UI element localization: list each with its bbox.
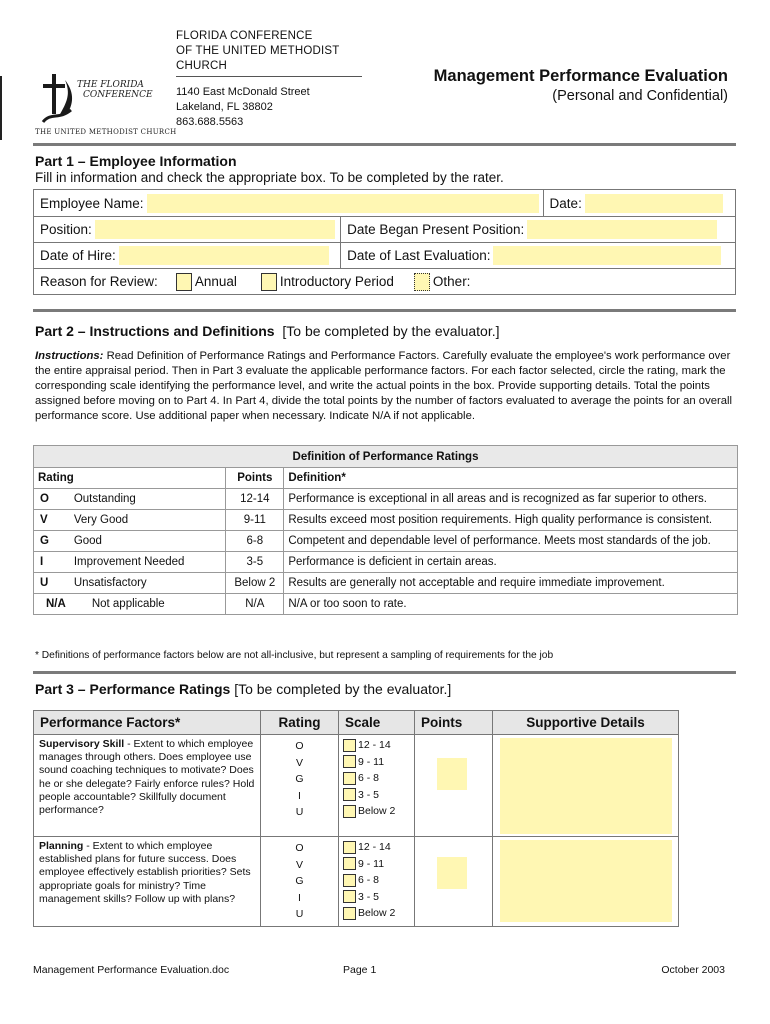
conference-logo [33, 70, 177, 142]
rating-name: Outstanding [70, 489, 226, 510]
org-address [176, 85, 362, 130]
scale-label: Below 2 [358, 805, 396, 818]
rating-points: Below 2 [226, 573, 284, 594]
part1-subheading: Fill in information and check the appropriate box. To be completed by the rater. [35, 170, 504, 185]
points-input[interactable] [437, 758, 467, 790]
supportive-details-input[interactable] [500, 738, 672, 834]
reason-label: Reason for Review: [40, 274, 158, 289]
factor-name: Planning [39, 840, 84, 852]
rating-points: 3-5 [226, 552, 284, 573]
factor-description [34, 837, 261, 927]
details-cell [493, 735, 679, 837]
rating-option[interactable]: U [295, 908, 304, 920]
rating-option[interactable]: G [295, 773, 304, 785]
info-row [34, 190, 735, 216]
scale-item [343, 737, 410, 754]
rating-code: G [34, 531, 70, 552]
scale-label: 12 - 14 [358, 739, 391, 752]
points-input[interactable] [437, 857, 467, 889]
rating-letters [261, 735, 339, 837]
rating-name: Very Good [70, 510, 226, 531]
position-field[interactable] [95, 220, 335, 239]
position-label: Position: [40, 222, 92, 237]
rating-code: V [34, 510, 70, 531]
scale-checkbox[interactable] [343, 907, 356, 920]
scale-checkbox[interactable] [343, 739, 356, 752]
organization-block [176, 29, 362, 130]
org-name-line: OF THE UNITED METHODIST [176, 45, 340, 57]
col-rating-header: Rating [34, 468, 226, 489]
rating-option[interactable]: V [295, 858, 303, 871]
date-field[interactable] [585, 194, 723, 213]
annual-label: Annual [194, 274, 237, 289]
section-divider [33, 309, 736, 312]
col-points-header: Points [415, 711, 493, 735]
date-cell [543, 190, 735, 216]
footer-page-number: Page 1 [343, 964, 377, 976]
scale-item [343, 872, 410, 889]
table-header-row [34, 468, 738, 489]
phone-number: 863.688.5563 [176, 116, 244, 128]
rating-option[interactable]: O [295, 842, 304, 854]
part1-heading-text: Part 1 – Employee Information [35, 153, 237, 169]
table-caption: Definition of Performance Ratings [34, 446, 738, 468]
cross-flame-icon [37, 72, 77, 130]
rating-code: U [34, 573, 70, 594]
scale-item [343, 889, 410, 906]
date-began-field[interactable] [527, 220, 717, 239]
rating-row [34, 573, 738, 594]
rating-definition: Competent and dependable level of performance. Meets most standards of the job. [284, 531, 738, 552]
col-definition-header: Definition* [284, 468, 738, 489]
scale-checkbox[interactable] [343, 890, 356, 903]
rating-row [34, 489, 738, 510]
instructions-text: Read Definition of Performance Ratings and Performance Factors. Carefully evaluate the employee's work performance over the entire appraisal period. Then in Part 3 evaluate the applicable performance factors. For each factor selected, circle the rating, mark the corresponding scale identifying the performance level, and write the actual points in the box. Provide supporting details. Total the points assigned before moving on to Part 4. In Part 4, divide the total points by the number of factors evaluated to average the points for an overall performance score. Use additional paper when necessary. Indicate N/A if not applicable. [35, 350, 733, 422]
logo-divider [0, 76, 2, 140]
rating-definition: Results are generally not acceptable and require immediate improvement. [284, 573, 738, 594]
title-sub: (Personal and Confidential) [552, 88, 728, 104]
rating-row [34, 552, 738, 573]
rating-definition: Performance is exceptional in all areas and is recognized as far superior to others. [284, 489, 738, 510]
part3-heading-bold: Part 3 – Performance Ratings [35, 681, 231, 697]
factor-row [34, 735, 679, 837]
part1-heading [35, 153, 237, 169]
address-line: 1140 East McDonald Street [176, 86, 310, 98]
scale-checkbox[interactable] [343, 755, 356, 768]
instructions-label: Instructions: [35, 350, 104, 362]
table-header-row [34, 711, 679, 735]
employee-info-table [33, 189, 736, 295]
rating-points: 12-14 [226, 489, 284, 510]
footer-date: October 2003 [661, 964, 725, 976]
introductory-label: Introductory Period [279, 274, 394, 289]
col-scale-header: Scale [339, 711, 415, 735]
scale-item [343, 770, 410, 787]
logo-text [77, 80, 153, 100]
col-details-header: Supportive Details [493, 711, 679, 735]
ratings-definition-table [33, 445, 738, 615]
document-title [434, 66, 728, 106]
rating-definition: Results exceed most position requirements. High quality performance is consistent. [284, 510, 738, 531]
col-points-header: Points [226, 468, 284, 489]
scale-options [339, 735, 415, 837]
rating-points: 9-11 [226, 510, 284, 531]
scale-label: 12 - 14 [358, 841, 391, 854]
info-row [34, 216, 735, 242]
scale-checkbox[interactable] [343, 805, 356, 818]
rating-option[interactable]: V [295, 756, 303, 769]
scale-item [343, 905, 410, 922]
rating-code: N/A [34, 594, 70, 615]
reason-cell [34, 269, 735, 294]
other-checkbox[interactable] [414, 273, 430, 291]
scale-checkbox[interactable] [343, 857, 356, 870]
rating-definition: Performance is deficient in certain areas. [284, 552, 738, 573]
part3-heading [35, 681, 451, 697]
scale-checkbox[interactable] [343, 788, 356, 801]
rating-points: N/A [226, 594, 284, 615]
position-cell [34, 217, 340, 242]
annual-checkbox[interactable] [176, 273, 192, 291]
points-cell [415, 735, 493, 837]
factor-desc: - Extent to which employee established plans for future success. Does employee effectively establish priorities? Sets appropriate goals for ministry? Time management skills? Follow up with plans? [39, 840, 251, 905]
factor-desc: - Extent to which employee manages through others. Does employee use sound coaching techniques to motivate? Does he or she delegate? Fairly enforce rules? Hold people accountable? Skillfully document performance? [39, 738, 255, 817]
part2-heading-rest: [To be completed by the evaluator.] [282, 323, 500, 339]
rating-definition: N/A or too soon to rate. [284, 594, 738, 615]
rating-name: Improvement Needed [70, 552, 226, 573]
rating-points: 6-8 [226, 531, 284, 552]
org-name-line: FLORIDA CONFERENCE [176, 30, 313, 42]
scale-item [343, 754, 410, 771]
rating-name: Good [70, 531, 226, 552]
employee-name-field[interactable] [147, 194, 539, 213]
scale-item [343, 856, 410, 873]
factor-name: Supervisory Skill [39, 738, 125, 750]
rating-letters [261, 837, 339, 927]
org-name [176, 29, 362, 74]
part2-heading-bold: Part 2 – Instructions and Definitions [35, 323, 275, 339]
footer-filename: Management Performance Evaluation.doc [33, 964, 230, 976]
details-cell [493, 837, 679, 927]
address-line: Lakeland, FL 38802 [176, 101, 273, 113]
date-last-eval-field[interactable] [493, 246, 721, 265]
scale-options [339, 837, 415, 927]
rating-option[interactable]: I [298, 789, 301, 802]
info-row [34, 242, 735, 268]
section-divider [33, 671, 736, 674]
rating-row [34, 594, 738, 615]
scale-checkbox[interactable] [343, 841, 356, 854]
rating-option[interactable]: G [295, 875, 304, 887]
scale-checkbox[interactable] [343, 874, 356, 887]
supportive-details-input[interactable] [500, 840, 672, 922]
rating-option[interactable]: O [295, 740, 304, 752]
scale-label: 3 - 5 [358, 890, 380, 903]
performance-ratings-table [33, 710, 679, 927]
introductory-checkbox[interactable] [261, 273, 277, 291]
rating-name: Unsatisfactory [70, 573, 226, 594]
scale-label: 6 - 8 [358, 874, 380, 887]
rating-option[interactable]: I [298, 891, 301, 904]
date-began-cell [340, 217, 735, 242]
scale-item [343, 839, 410, 856]
org-divider [176, 76, 362, 77]
part3-heading-rest: [To be completed by the evaluator.] [234, 681, 452, 697]
col-rating-header: Rating [261, 711, 339, 735]
logo-footer: THE UNITED METHODIST CHURCH [35, 128, 177, 136]
rating-row [34, 531, 738, 552]
factor-description [34, 735, 261, 837]
scale-label: 3 - 5 [358, 788, 380, 801]
employee-name-label: Employee Name: [40, 195, 144, 211]
rating-code: I [34, 552, 70, 573]
part2-heading [35, 323, 500, 339]
scale-label: 9 - 11 [358, 755, 385, 768]
logo-text-line: CONFERENCE [83, 90, 153, 100]
date-of-hire-cell [34, 243, 340, 268]
date-of-hire-label: Date of Hire: [40, 248, 116, 263]
scale-label: Below 2 [358, 907, 396, 920]
org-name-line: CHURCH [176, 60, 228, 72]
other-label: Other: [432, 274, 471, 289]
date-last-eval-label: Date of Last Evaluation: [347, 248, 491, 263]
scale-label: 6 - 8 [358, 772, 380, 785]
scale-label: 9 - 11 [358, 857, 385, 870]
scale-item [343, 803, 410, 820]
instructions [35, 349, 735, 424]
employee-name-cell [34, 190, 543, 216]
title-main: Management Performance Evaluation [433, 67, 728, 85]
rating-row [34, 510, 738, 531]
logo-text-line: THE FLORIDA [77, 80, 144, 90]
section-divider [33, 143, 736, 146]
factor-row [34, 837, 679, 927]
info-row [34, 268, 735, 294]
rating-option[interactable]: U [295, 806, 304, 818]
date-last-eval-cell [340, 243, 735, 268]
points-cell [415, 837, 493, 927]
scale-item [343, 787, 410, 804]
date-began-label: Date Began Present Position: [347, 222, 525, 237]
col-factors-header: Performance Factors* [34, 711, 261, 735]
footnote: * Definitions of performance factors below are not all-inclusive, but represent a sampling of requirements for the job [35, 650, 554, 661]
rating-code: O [34, 489, 70, 510]
date-label: Date: [549, 195, 582, 211]
date-of-hire-field[interactable] [119, 246, 329, 265]
scale-checkbox[interactable] [343, 772, 356, 785]
rating-name: Not applicable [70, 594, 226, 615]
